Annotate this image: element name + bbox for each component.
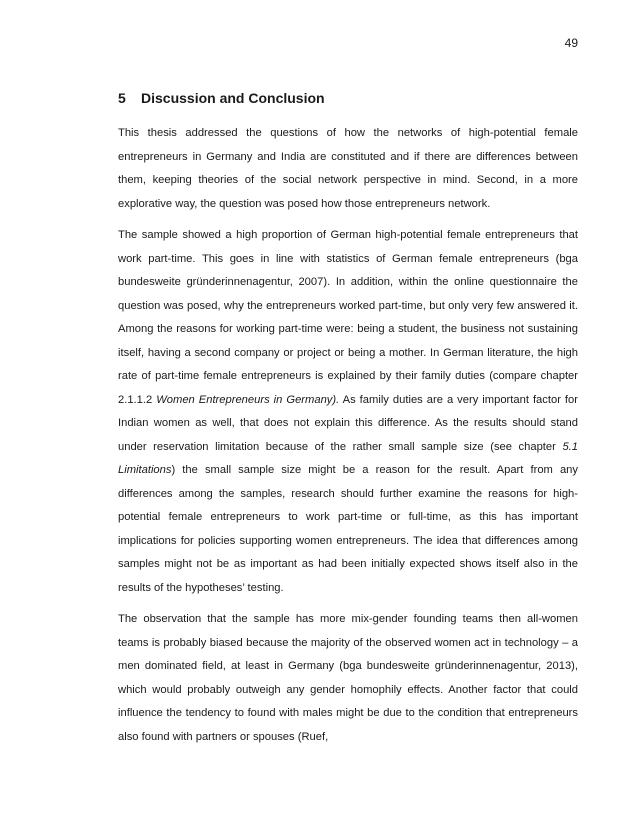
paragraph-1-text: This thesis addressed the questions of how the networks of high-potential female entrepreneurs in Germany and India are constituted and if there are differences between them, keeping theories of the social network perspective in mind. Second, in a more explorative way, the question was posed how those entrepreneurs network. [118,127,578,210]
section-number: 5 [118,90,126,106]
paragraph-3 [118,608,578,749]
paragraph-2-text-a: The sample showed a high proportion of German high-potential female entrepreneurs that work part-time. This goes in line with statistics of German female entrepreneurs (bga bundesweite gründerinnenagentur, 2007). In addition, within the online questionnaire the question was posed, why the entrepreneurs worked part-time, but only very few answered it. Among the reasons for working part-time were: being a student, the business not sustaining itself, having a second company or project or being a mother. In German literature, the high rate of part-time female entrepreneurs is explained by their family duties (compare chapter 2.1.1.2 [118,229,578,406]
page-number: 49 [564,36,578,50]
section-heading [118,90,578,106]
paragraph-3-text: The observation that the sample has more mix-gender founding teams then all-women teams is probably biased because the majority of the observed women act in technology – a men dominated field, at least in Germany (bga bundesweite gründerinnenagentur, 2013), which would probably outweigh any gender homophily effects. Another factor that could influence the tendency to found with males might be due to the condition that entrepreneurs also found with partners or spouses (Ruef, [118,613,578,743]
paragraph-1 [118,122,578,216]
paragraph-2 [118,224,578,600]
document-body [118,90,578,757]
paragraph-2-text-b: As family duties are a very important factor for Indian women as well, that does not explain this difference. As the results should stand under reservation limitation because of the rather small sample size (see chapter [118,393,578,453]
chapter-reference-women-entrepreneurs: Women Entrepreneurs in Germany). [156,393,340,406]
section-title: Discussion and Conclusion [141,90,325,106]
paragraph-2-text-c: ) the small sample size might be a reason for the result. Apart from any differences among the samples, research should further examine the reasons for high-potential female entrepreneurs to work part-time or full-time, as this has important implications for policies supporting women entrepreneurs. The idea that differences among samples might not be as important as had been initially expected shows itself also in the results of the hypotheses’ testing. [118,464,578,594]
chapter-reference-limitations: 5.1 Limitations [118,440,578,476]
